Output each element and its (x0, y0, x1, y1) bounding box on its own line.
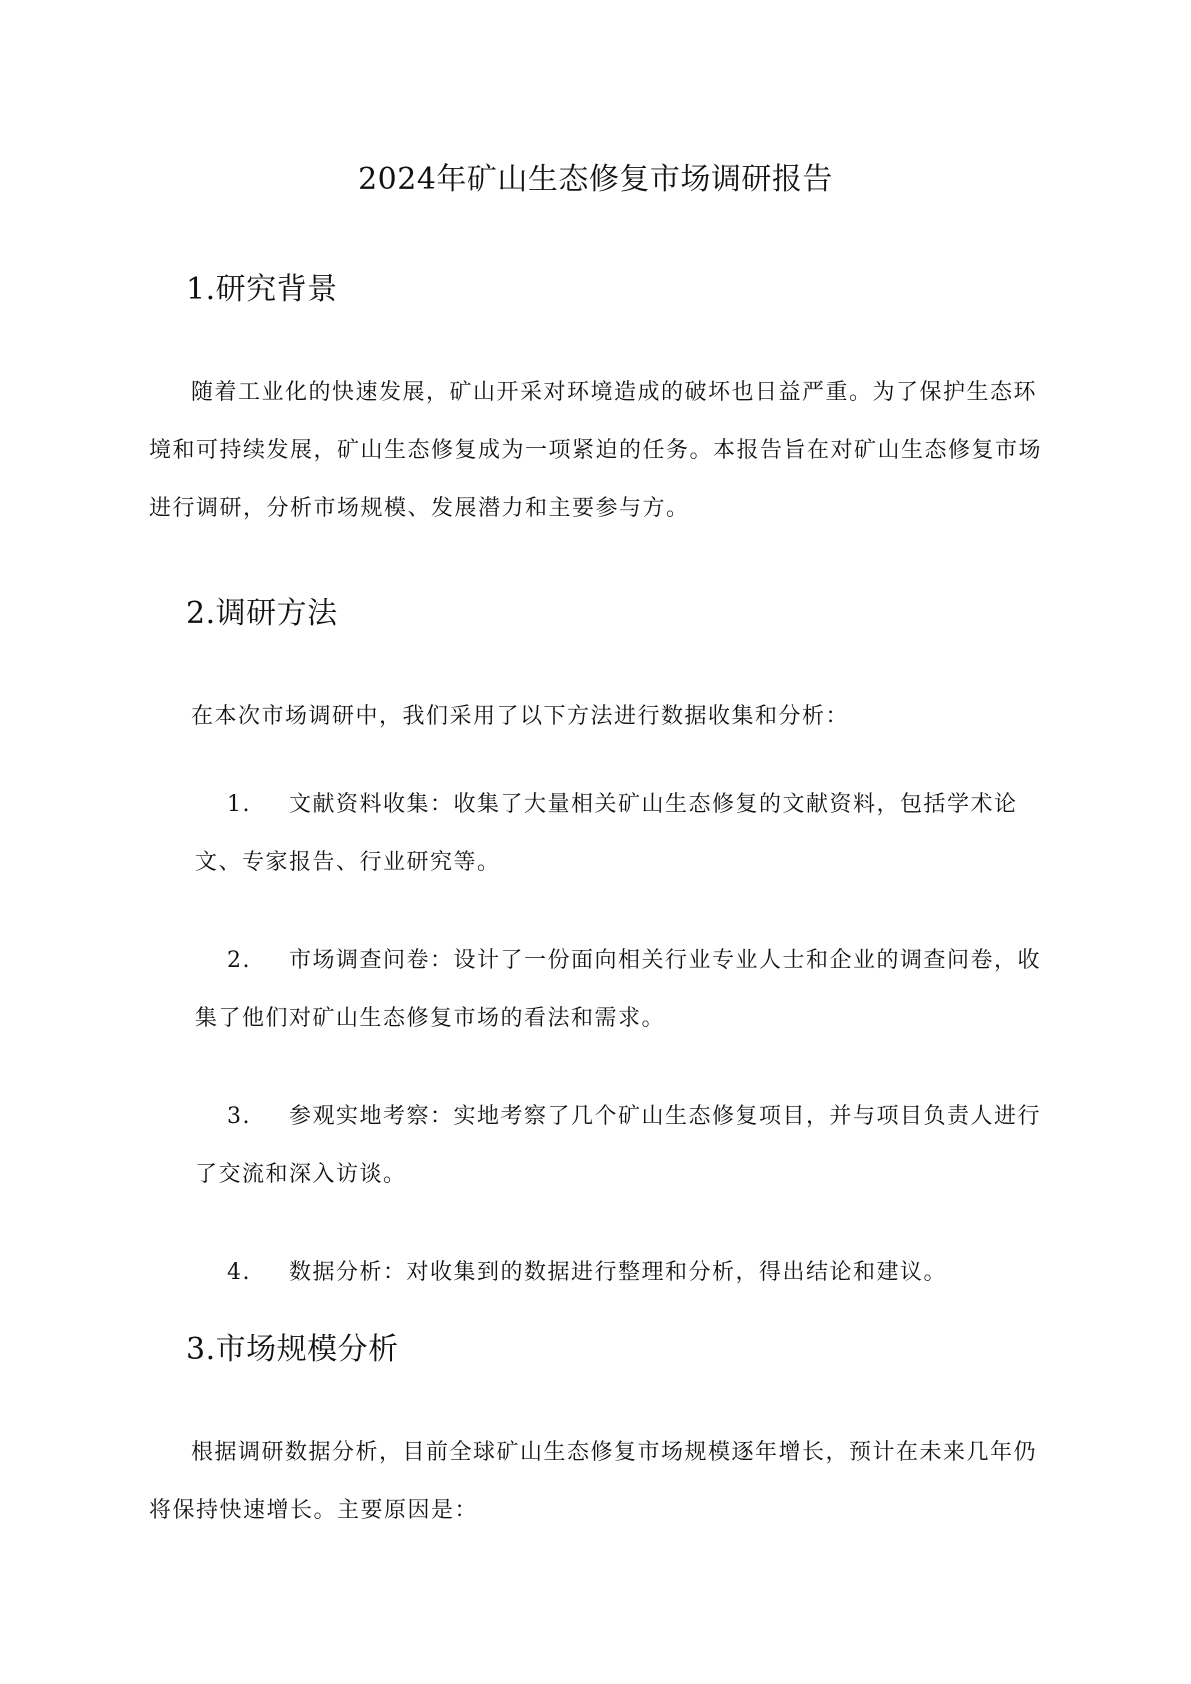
section-heading-methods: 2.调研方法 (186, 596, 338, 631)
list-item-survey (195, 932, 1047, 1048)
list-item-number: 3. (227, 1104, 251, 1129)
section-paragraph-market-size: 根据调研数据分析，目前全球矿山生态修复市场规模逐年增长，预计在未来几年仍将保持快速增长。主要原因是： (149, 1440, 1038, 1523)
section-heading-background: 1.研究背景 (186, 272, 338, 307)
section-paragraph-background: 随着工业化的快速发展，矿山开采对环境造成的破坏也日益严重。为了保护生态环境和可持续发展，矿山生态修复成为一项紧迫的任务。本报告旨在对矿山生态修复市场进行调研，分析市场规模、发展潜力和主要参与方。 (149, 380, 1043, 521)
list-item-number: 1. (227, 792, 251, 817)
list-item-data-analysis (195, 1244, 1047, 1302)
list-item-literature (195, 776, 1047, 892)
list-item-text: 数据分析：对收集到的数据进行整理和分析，得出结论和建议。 (289, 1260, 948, 1285)
list-item-field-visit (195, 1088, 1047, 1204)
list-item-text: 文献资料收集：收集了大量相关矿山生态修复的文献资料，包括学术论文、专家报告、行业研究等。 (195, 792, 1018, 875)
section-paragraph-methods: 在本次市场调研中，我们采用了以下方法进行数据收集和分析： (191, 704, 850, 729)
list-item-text: 市场调查问卷：设计了一份面向相关行业专业人士和企业的调查问卷，收集了他们对矿山生态修复市场的看法和需求。 (195, 948, 1042, 1031)
list-item-number: 2. (227, 948, 251, 973)
list-item-number: 4. (227, 1260, 251, 1285)
section-heading-market-size: 3.市场规模分析 (186, 1332, 399, 1367)
document-title: 2024年矿山生态修复市场调研报告 (358, 162, 833, 197)
list-item-text: 参观实地考察：实地考察了几个矿山生态修复项目，并与项目负责人进行了交流和深入访谈。 (195, 1104, 1042, 1187)
